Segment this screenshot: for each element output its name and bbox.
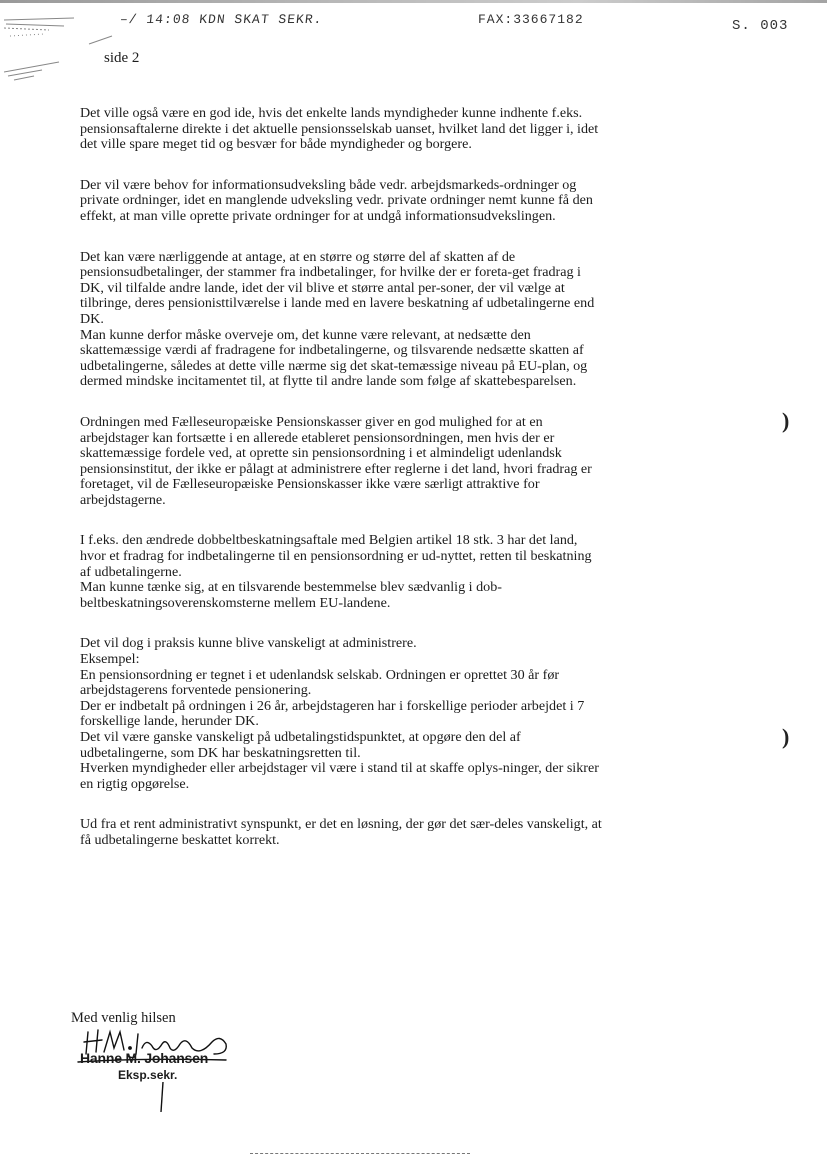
signatory-name: Hanne M. Johansen: [80, 1050, 209, 1066]
paragraph-text: Eksempel:: [80, 651, 140, 668]
paragraph-text: En pensionsordning er tegnet i et udenlandsk selskab. Ordningen er oprettet 30 år før arbejdstagerens forventede pensionering.: [80, 666, 560, 699]
paragraph-text: Det vil være ganske vanskeligt på udbetalingstidspunktet, at opgøre den del af udbetalingerne, som DK har beskatningsretten til.: [80, 729, 521, 761]
paragraph: [80, 250, 605, 390]
paragraph: [80, 817, 605, 848]
paragraph-text: Ud fra et rent administrativt synspunkt, er det en løsning, der gør det sær-deles vanskeligt, at få udbetalingerne beskattet korrekt.: [80, 816, 602, 848]
fax-header-number: FAX:33667182: [478, 12, 584, 27]
paragraph-text: Der vil være behov for informationsudveksling både vedr. arbejdsmarkeds-ordninger og private ordninger, idet en manglende udveksling vedr. private ordninger nemt kunne få den effekt, at man ville oprette private ordninger for at undgå informationsudvekslingen.: [80, 176, 593, 224]
paragraph-text: Man kunne derfor måske overveje om, det kunne være relevant, at nedsætte den skattemæssige værdi af fradragene for indbetalingerne, og tilsvarende nedsætte skatten af udbetalingerne, således at dette ville nærme sig det skat-temæssige niveau på EU-plan, og dermed mindske incitamentet til, at flytte til andre lande som følge af skattebesparelsen.: [80, 326, 588, 390]
closing-salutation: Med venlig hilsen: [71, 1010, 176, 1026]
paragraph-text: Der er indbetalt på ordningen i 26 år, arbejdstageren har i forskellige perioder arbejdet i 7 forskellige lande, herunder DK.: [80, 697, 585, 730]
signature-stroke-icon: [158, 1082, 166, 1114]
fax-header-page: S. 003: [732, 18, 789, 34]
signatory-title: Eksp.sekr.: [118, 1068, 178, 1082]
fax-header: [0, 10, 827, 36]
margin-bracket-mark: ): [782, 724, 790, 749]
fax-bottom-edge: [250, 1153, 470, 1157]
paragraph: [80, 415, 605, 509]
paragraph-text: I f.eks. den ændrede dobbeltbeskatningsaftale med Belgien artikel 18 stk. 3 har det land, hvor et fradrag for indbetalingerne til en pensionsordning er ud-nyttet, retten til beskatning af udbetalingerne.: [80, 532, 592, 580]
paragraph: [80, 636, 605, 792]
paragraph-text: Det ville også være en god ide, hvis det enkelte lands myndigheder kunne indhente f.eks. pensionsaftalerne direkte i det aktuelle pensionsselskab uanset, hvilket land det ligger i, idet det ville spare meget tid og besvær for både myndigheder og borgere.: [80, 105, 599, 153]
paragraph-text: Man kunne tænke sig, at en tilsvarende bestemmelse blev sædvanlig i dob-beltbeskatningsoverenskomsterne mellem EU-landene.: [80, 579, 502, 611]
paragraph: [80, 178, 605, 225]
paragraph-text: Hverken myndigheder eller arbejdstager vil være i stand til at skaffe oplys-ninger, der sikrer en rigtig opgørelse.: [80, 760, 599, 792]
letter-body: [80, 106, 605, 874]
handwritten-signature-icon: [76, 1024, 236, 1074]
margin-bracket-mark: ): [782, 408, 790, 433]
paragraph: [80, 106, 605, 153]
paragraph-text: Ordningen med Fælleseuropæiske Pensionskasser giver en god mulighed for at en arbejdstager kan fortsætte i en allerede etableret pensionsordningen, men hvis der er skattemæssige fordele ved, at oprette sin pensionsordning i et almindeligt udenlandsk pensionsinstitut, der ikke er pålagt at administrere efter reglerne i det land, hvori fradrag er foretaget, vil de Fælleseuropæiske Pensionskasser ikke være særligt attraktive for arbejdstagerne.: [80, 413, 592, 508]
fax-top-edge: [0, 0, 827, 3]
paragraph-text: Det kan være nærliggende at antage, at en større og større del af skatten af de pensionsudbetalinger, der stammer fra indbetalinger, for hvilke der er foreta-get fradrag i DK, vil tilfalde andre lande, idet der vil blive et større antal per-soner, der vil vælge at tilbringe, deres pensionisttilværelse i lande med en lavere beskatning af udbetalingerne end DK.: [80, 248, 595, 327]
paragraph: [80, 533, 605, 611]
paragraph-text: Det vil dog i praksis kunne blive vanskeligt at administrere.: [80, 635, 417, 652]
fax-header-left: –/ 14:08 KDN SKAT SEKR.: [119, 12, 324, 27]
page-label: side 2: [104, 50, 140, 66]
